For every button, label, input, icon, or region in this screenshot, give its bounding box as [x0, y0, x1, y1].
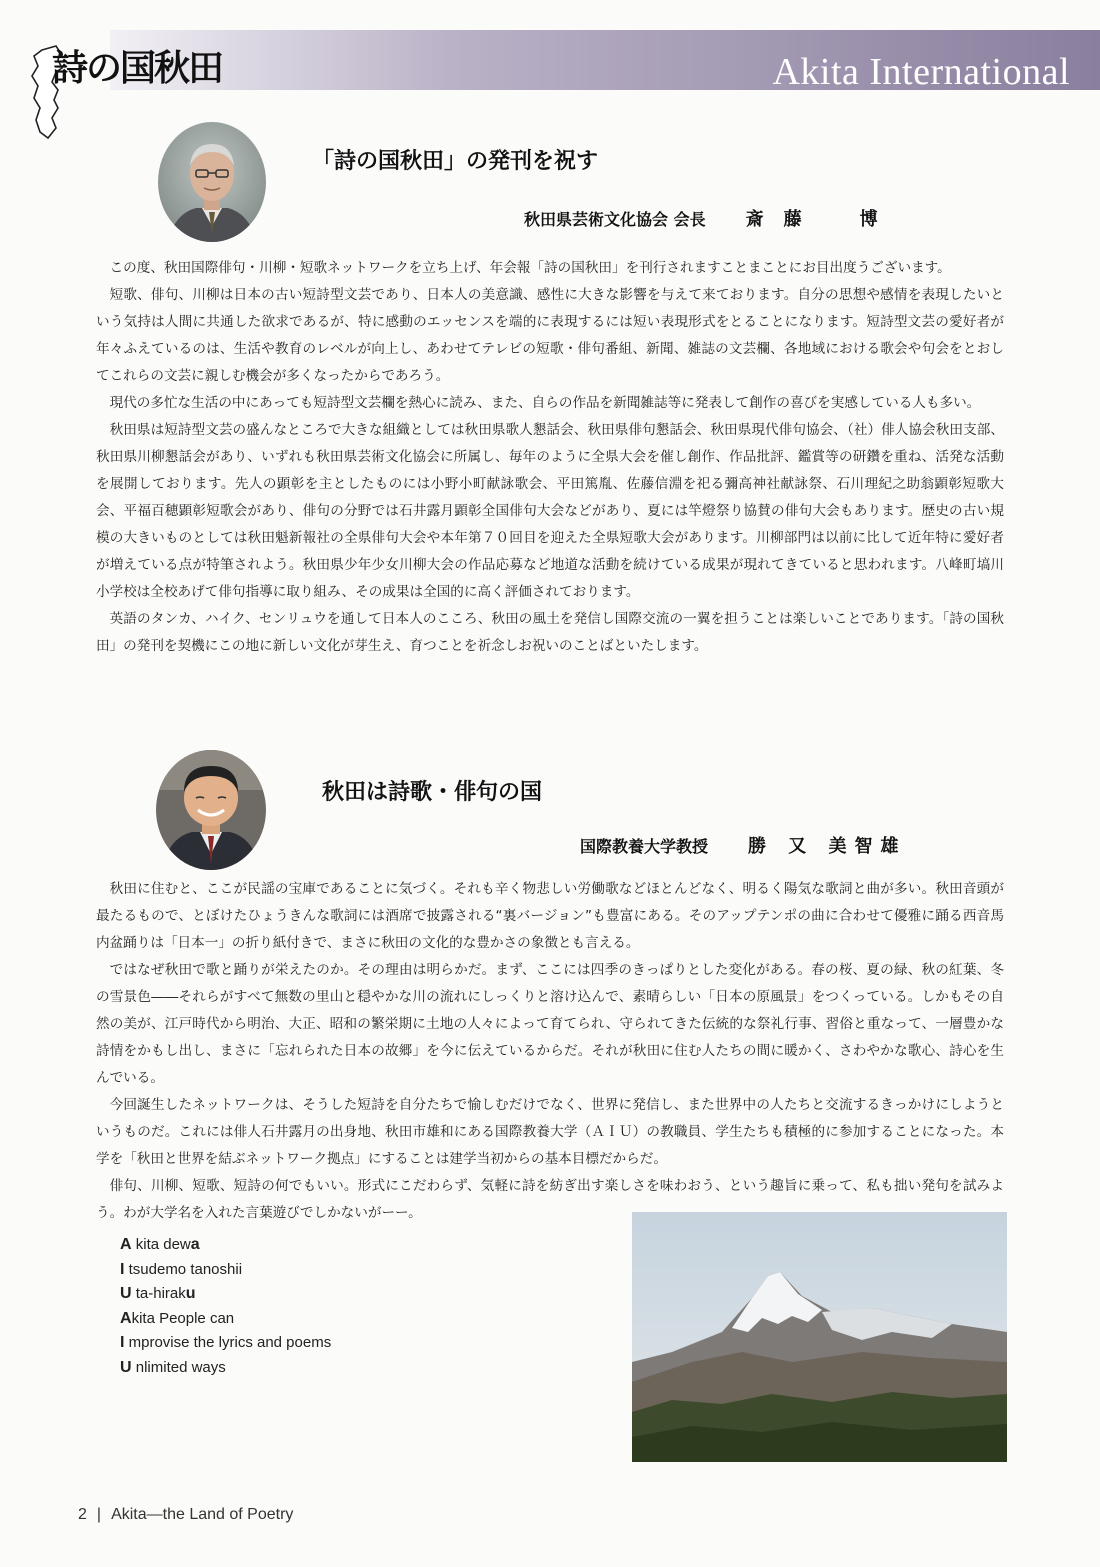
- article2-paragraph: 秋田に住むと、ここが民謡の宝庫であることに気づく。それも辛く物悲しい労働歌などほとんどなく、明るく陽気な歌詞と曲が多い。秋田音頭が最たるもので、とぼけたひょうきんな歌詞には酒席で披露される“裏バージョン”も豊富にある。そのアップテンポの曲に合わせて優雅に踊る西音馬内盆踊りは「日本一」の折り紙付きで、まさに秋田の文化的な豊かさの象徴とも言える。: [96, 881, 1004, 951]
- portrait-saito: [158, 122, 266, 242]
- poem-line: [120, 1233, 331, 1258]
- article2-affiliation: 国際教養大学教授: [580, 837, 709, 856]
- article2-title: 秋田は詩歌・俳句の国: [322, 779, 543, 805]
- article2-paragraph: ではなぜ秋田で歌と踊りが栄えたのか。その理由は明らかだ。まず、ここには四季のきっぱりとした変化がある。春の桜、夏の緑、秋の紅葉、冬の雪景色――それらがすべて無数の里山と穏やかな川の流れにしっくりと溶け込んで、素晴らしい「日本の原風景」をつくっている。しかもその自然の美が、江戸時代から明治、大正、昭和の繁栄期に土地の人々によって育てられ、守られてきた伝統的な祭礼行事、習俗と重なって、一層豊かな詩情をかもし出し、まさに「忘れられた日本の故郷」を今に伝えているからだ。それが秋田に住む人たちの間に暖かく、さわやかな歌心、詩心を生んでいる。: [96, 962, 1004, 1086]
- article1-title: 「詩の国秋田」の発刊を祝す: [312, 148, 599, 174]
- article1-paragraph: 現代の多忙な生活の中にあっても短詩型文芸欄を熱心に読み、また、自らの作品を新聞雑誌等に発表して創作の喜びを実感している人も多い。: [109, 395, 981, 411]
- logo-text: 詩の国秋田: [52, 47, 223, 89]
- article1-byline: [524, 205, 898, 231]
- publication-title: Akita—the Land of Poetry: [111, 1506, 294, 1523]
- header-band: [110, 30, 1100, 93]
- poem-text: nlimited ways: [131, 1358, 226, 1376]
- article2-byline: [580, 832, 907, 858]
- article1-paragraph: 英語のタンカ、ハイク、センリュウを通して日本人のこころ、秋田の風土を発信し国際交流の一翼を担うことは楽しいことであります。「詩の国秋田」の発刊を契機にこの地に新しい文化が芽生え、育つことを祈念しお祝いのことばといたします。: [96, 611, 1004, 654]
- article2-author: 勝 又 美智雄: [748, 836, 907, 857]
- acrostic-poem: [120, 1233, 331, 1380]
- poem-text: ta-hirak: [131, 1285, 186, 1302]
- poem-text: kita dew: [131, 1236, 191, 1253]
- page-number: 2: [78, 1506, 87, 1523]
- poem-tail: u: [185, 1285, 196, 1302]
- poem-line: [120, 1258, 331, 1283]
- poem-line: [120, 1331, 331, 1356]
- mountain-photo: [632, 1212, 1007, 1462]
- article2-paragraph: 俳句、川柳、短歌、短詩の何でもいい。形式にこだわらず、気軽に詩を紡ぎ出す楽しさを味わおう、という趣旨に乗って、私も拙い発句を試みよう。わが大学名を入れた言葉遊びでしかないがーー。: [96, 1178, 1004, 1221]
- poem-tail: a: [190, 1236, 200, 1253]
- article2-paragraph: 今回誕生したネットワークは、そうした短詩を自分たちで愉しむだけでなく、世界に発信し、また世界中の人たちと交流するきっかけにしようというものだ。これには俳人石井露月の出身地、秋田市雄和にある国際教養大学（ＡＩＵ）の教職員、学生たちも積極的に参加することになった。本学を「秋田と世界を結ぶネットワーク拠点」にすることは建学当初からの基本目標だからだ。: [96, 1097, 1004, 1167]
- portrait-katsumata: [156, 750, 266, 870]
- poem-line: [120, 1282, 331, 1307]
- poem-initial: I: [120, 1334, 125, 1351]
- poem-text: mprovise the lyrics and poems: [124, 1334, 332, 1351]
- article1-paragraph: 秋田県は短詩型文芸の盛んなところで大きな組織としては秋田県歌人懇話会、秋田県俳句懇話会、秋田県現代俳句協会、（社）俳人協会秋田支部、秋田県川柳懇話会があり、いずれも秋田県芸術文化協会に所属し、毎年のように全県大会を催し創作、作品批評、鑑賞等の研鑽を重ね、活発な活動を展開しております。先人の顕彰を主としたものには小野小町献詠歌会、平田篤胤、佐藤信淵を祀る彌高神社献詠祭、石川理紀之助翁顕彰短歌大会、平福百穂顕彰短歌会があり、俳句の分野では石井露月顕彰全国俳句大会などがあり、夏には竿燈祭り協賛の俳句大会もあります。歴史の古い規模の大きいものとしては秋田魁新報社の全県俳句大会や本年第７０回目を迎えた全県短歌大会があります。川柳部門は以前に比して近年特に愛好者が増えている点が特筆されよう。秋田県少年少女川柳大会の作品応募など地道な活動を続けている成果が現れてきていると思われます。八峰町塙川小学校は全校あげて俳句指導に取り組み、その成果は全国的に高く評価されております。: [96, 422, 1004, 600]
- poem-initial: U: [120, 1285, 132, 1302]
- poem-initial: A: [120, 1236, 132, 1253]
- article2-body: [96, 876, 1004, 1227]
- article1-affiliation: 秋田県芸術文化協会 会長: [524, 210, 706, 229]
- poem-initial: I: [120, 1260, 125, 1278]
- header-english-title: Akita International: [772, 51, 1070, 93]
- footer-separator: |: [96, 1506, 102, 1523]
- article1-body: [96, 255, 1004, 660]
- poem-text: kita People can: [131, 1309, 235, 1327]
- poem-text: tsudemo tanoshii: [124, 1260, 243, 1278]
- poem-line: [120, 1307, 331, 1332]
- poem-initial: U: [120, 1358, 132, 1376]
- poem-initial: A: [120, 1309, 132, 1327]
- article1-paragraph: 短歌、俳句、川柳は日本の古い短詩型文芸であり、日本人の美意識、感性に大きな影響を与えて来ております。自分の思想や感情を表現したいという気持は人間に共通した欲求であるが、特に感動のエッセンスを端的に表現するには短い表現形式をとることになります。短詩型文芸の愛好者が年々ふえているのは、生活や教育のレベルが向上し、あわせてテレビの短歌・俳句番組、新聞、雑誌の文芸欄、各地域における歌会や句会をとおしてこれらの文芸に親しむ機会が多くなったからであろう。: [96, 287, 1004, 384]
- poem-line: [120, 1356, 331, 1381]
- page-footer: [78, 1506, 293, 1524]
- page-header: [0, 30, 1100, 96]
- article1-paragraph: この度、秋田国際俳句・川柳・短歌ネットワークを立ち上げ、年会報「詩の国秋田」を刊行されますことまことにお目出度うございます。: [109, 260, 951, 276]
- article1-author: 斎藤 博: [745, 209, 898, 230]
